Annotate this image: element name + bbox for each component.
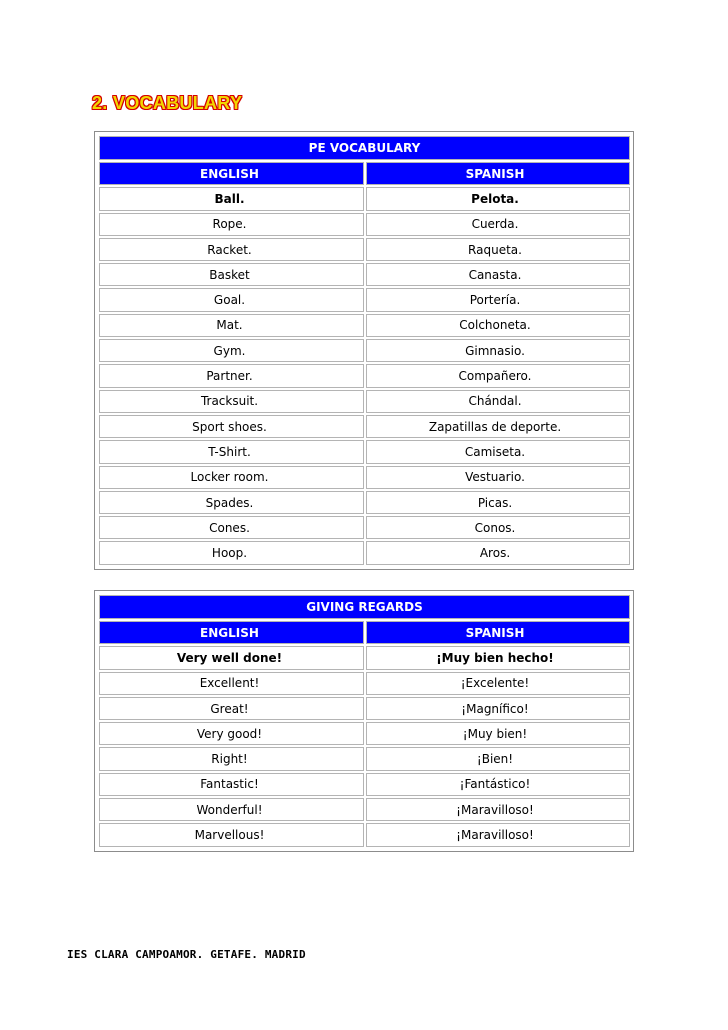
cell-english: Marvellous! [99, 823, 364, 846]
table-row [98, 262, 631, 287]
cell-english: Very good! [99, 722, 364, 745]
table-row [98, 746, 631, 771]
table-row [98, 414, 631, 439]
cell-spanish: Aros. [366, 541, 630, 564]
table-row [98, 439, 631, 464]
cell-spanish: Gimnasio. [366, 339, 630, 362]
cell-spanish: Portería. [366, 288, 630, 311]
table-row [98, 389, 631, 414]
footer-school-name: IES CLARA CAMPOAMOR. GETAFE. MADRID [67, 948, 306, 961]
cell-spanish: ¡Maravilloso! [366, 798, 630, 821]
cell-english: Hoop. [99, 541, 364, 564]
table-row [98, 237, 631, 262]
table-row [98, 540, 631, 565]
cell-english: Cones. [99, 516, 364, 539]
cell-spanish: Zapatillas de deporte. [366, 415, 630, 438]
table-title: GIVING REGARDS [99, 595, 630, 619]
cell-english: Spades. [99, 491, 364, 514]
cell-spanish: ¡Muy bien! [366, 722, 630, 745]
cell-english: Gym. [99, 339, 364, 362]
cell-english: Rope. [99, 213, 364, 236]
table-row [98, 515, 631, 540]
cell-spanish: Chándal. [366, 390, 630, 413]
cell-english: Excellent! [99, 672, 364, 695]
cell-english: Tracksuit. [99, 390, 364, 413]
table-row [98, 490, 631, 515]
cell-english: Partner. [99, 364, 364, 387]
cell-english: Mat. [99, 314, 364, 337]
cell-spanish: Colchoneta. [366, 314, 630, 337]
cell-spanish: ¡Maravilloso! [366, 823, 630, 846]
cell-english: Basket [99, 263, 364, 286]
table-row [98, 671, 631, 696]
table-row [98, 186, 631, 211]
table-title: PE VOCABULARY [99, 136, 630, 160]
cell-spanish: ¡Magnífico! [366, 697, 630, 720]
cell-spanish: Canasta. [366, 263, 630, 286]
cell-english: Wonderful! [99, 798, 364, 821]
cell-spanish: ¡Fantástico! [366, 773, 630, 796]
cell-english: Very well done! [99, 646, 364, 669]
table-row [98, 313, 631, 338]
cell-spanish: Picas. [366, 491, 630, 514]
column-header-spanish: SPANISH [366, 162, 630, 185]
table-row [98, 797, 631, 822]
cell-spanish: Vestuario. [366, 466, 630, 489]
table-header-row [98, 161, 631, 186]
cell-spanish: Pelota. [366, 187, 630, 210]
cell-english: Racket. [99, 238, 364, 261]
table-row [98, 822, 631, 847]
cell-english: T-Shirt. [99, 440, 364, 463]
table-row [98, 287, 631, 312]
cell-spanish: Camiseta. [366, 440, 630, 463]
cell-spanish: Cuerda. [366, 213, 630, 236]
cell-english: Right! [99, 747, 364, 770]
cell-spanish: ¡Bien! [366, 747, 630, 770]
cell-spanish: ¡Excelente! [366, 672, 630, 695]
table-row [98, 363, 631, 388]
section-heading: 2. VOCABULARY [92, 93, 243, 113]
table-row [98, 338, 631, 363]
cell-english: Sport shoes. [99, 415, 364, 438]
table-row [98, 465, 631, 490]
column-header-spanish: SPANISH [366, 621, 630, 644]
cell-english: Goal. [99, 288, 364, 311]
table-row [98, 696, 631, 721]
column-header-english: ENGLISH [99, 162, 364, 185]
cell-spanish: Compañero. [366, 364, 630, 387]
cell-spanish: Conos. [366, 516, 630, 539]
table-row [98, 721, 631, 746]
cell-english: Locker room. [99, 466, 364, 489]
table-row [98, 772, 631, 797]
giving-regards-table [94, 590, 634, 852]
cell-spanish: ¡Muy bien hecho! [366, 646, 630, 669]
cell-english: Great! [99, 697, 364, 720]
table-row [98, 645, 631, 670]
table-row [98, 212, 631, 237]
pe-vocabulary-table [94, 131, 634, 570]
column-header-english: ENGLISH [99, 621, 364, 644]
table-header-row [98, 620, 631, 645]
cell-english: Fantastic! [99, 773, 364, 796]
cell-english: Ball. [99, 187, 364, 210]
cell-spanish: Raqueta. [366, 238, 630, 261]
